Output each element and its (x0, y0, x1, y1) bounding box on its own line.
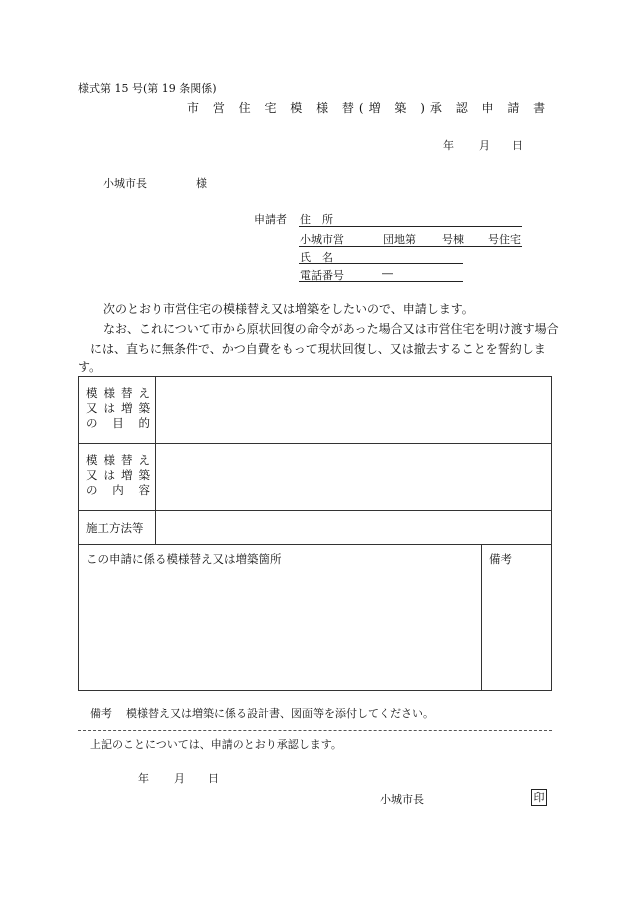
purpose-label-line-2: 又 は 増 築 (86, 401, 150, 415)
content-label-line-2: 又 は 増 築 (86, 468, 150, 482)
remarks-label: 備考 (489, 552, 512, 566)
cut-line (78, 730, 552, 731)
approval-year-label: 年 (138, 772, 149, 785)
phone-label: 電話番号 (300, 269, 344, 282)
housing-underline (299, 246, 522, 247)
approval-mayor: 小城市長 (380, 793, 424, 806)
content-label-line-3: の 内 容 (86, 483, 150, 497)
content-label-cell (79, 444, 156, 511)
approval-day-label: 日 (208, 772, 219, 785)
method-input-cell[interactable] (156, 511, 552, 545)
body-line-4: す。 (78, 360, 102, 374)
address-underline (299, 226, 522, 227)
date-day-label: 日 (512, 139, 523, 152)
body-line-2: なお、これについて市から原状回復の命令があった場合又は市営住宅を明け渡す場合 (103, 322, 559, 336)
phone-underline (299, 281, 463, 282)
purpose-label-cell (79, 377, 156, 444)
method-label-cell (79, 511, 156, 545)
housing-complex-label: 団地第 (383, 233, 416, 246)
note-label: 備考 (90, 707, 112, 720)
content-input-cell[interactable] (156, 444, 552, 511)
purpose-label-line-3: の 目 的 (86, 416, 150, 430)
page-title: 市 営 住 宅 模 様 替(増 築 )承 認 申 請 書 (187, 101, 551, 115)
purpose-input-cell[interactable] (156, 377, 552, 444)
phone-dash: ― (382, 267, 393, 280)
method-label: 施工方法等 (86, 521, 144, 535)
remarks-cell[interactable] (482, 545, 552, 690)
application-table (78, 376, 552, 691)
housing-unit-label: 号住宅 (488, 233, 521, 246)
addressee-honorific: 様 (196, 177, 207, 190)
housing-prefix: 小城市営 (300, 233, 344, 246)
location-label: この申請に係る模様替え又は増築箇所 (86, 552, 282, 566)
location-cell[interactable] (79, 545, 482, 690)
name-label: 氏 名 (300, 251, 333, 264)
body-line-1: 次のとおり市営住宅の模様替え又は増築をしたいので、申請します。 (103, 302, 474, 316)
body-line-3: には、直ちに無条件で、かつ自費をもって現状回復し、又は撤去することを誓約しま (90, 342, 546, 356)
date-year-label: 年 (443, 139, 454, 152)
location-row (79, 545, 552, 691)
purpose-label-line-1: 模 様 替 え (86, 386, 150, 400)
form-number: 様式第 15 号(第 19 条関係) (78, 82, 217, 95)
applicant-label: 申請者 (254, 213, 287, 226)
address-label: 住 所 (300, 213, 333, 226)
name-underline (299, 263, 463, 264)
seal-mark: 印 (531, 789, 547, 806)
date-month-label: 月 (479, 139, 490, 152)
approval-month-label: 月 (174, 772, 185, 785)
approval-text: 上記のことについては、申請のとおり承認します。 (90, 738, 342, 751)
housing-building-label: 号棟 (442, 233, 464, 246)
content-label-line-1: 模 様 替 え (86, 453, 150, 467)
note-text: 模様替え又は増築に係る設計書、図面等を添付してください。 (126, 707, 434, 720)
addressee-name: 小城市長 (103, 177, 147, 190)
